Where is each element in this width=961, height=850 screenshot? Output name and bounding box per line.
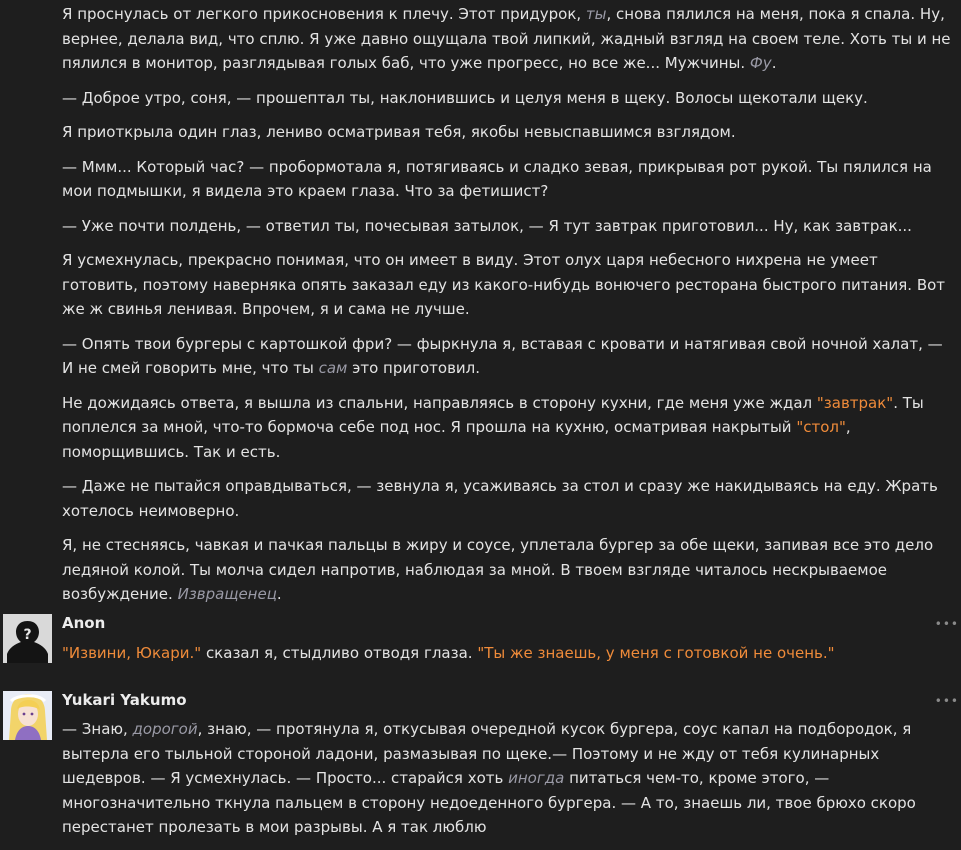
svg-text:?: ? xyxy=(23,627,32,643)
message-paragraph: Я, не стесняясь, чавкая и пачкая пальцы в жиру и соусе, уплетала бургер за обе щеки, запивая все это дело ледяной колой. Ты молча сидел напротив, наблюдая за мной. В твоем взгляде читалось нескрываемое возбуждение. Извращенец. xyxy=(62,536,934,603)
message-paragraph: — Даже не пытайся оправдываться, — зевнула я, усаживаясь за стол и сразу же накидываясь на еду. Жрать хотелось неимоверно. xyxy=(62,477,938,520)
message-body xyxy=(62,2,955,617)
message-paragraph: — Ммм... Который час? — пробормотала я, потягиваясь и сладко зевая, прикрывая рот рукой. Ты пялился на мои подмышки, я видела это краем глаза. Что за фетишист? xyxy=(62,157,932,200)
emphasis-text: сам xyxy=(318,359,348,377)
emphasis-text: ты xyxy=(585,5,607,23)
quoted-text: "стол" xyxy=(796,418,846,436)
message-paragraph: "Извини, Юкари." сказал я, стыдливо отводя глаза. "Ты же знаешь, у меня с готовкой не очень." xyxy=(62,644,835,662)
yukari-portrait-icon[interactable] xyxy=(3,691,52,740)
message-paragraph: Я усмехнулась, прекрасно понимая, что он имеет в виду. Этот олух царя небесного нихрена не умеет готовить, поэтому наверняка опять заказал еду из какого-нибудь вонючего ресторана быстрого питания. Вот же ж свинья ленивая. Впрочем, я и сама не лучше. xyxy=(62,251,946,318)
message-paragraph: — Уже почти полдень, — ответил ты, почесывая затылок, — Я тут завтрак приготовил... Ну, как завтрак... xyxy=(62,216,912,235)
message-body xyxy=(62,641,955,676)
emphasis-text: Извращенец xyxy=(177,585,277,603)
anonymous-silhouette-icon[interactable] xyxy=(3,614,52,663)
avatar-yukari xyxy=(3,691,52,740)
quoted-text: "завтрак" xyxy=(816,393,894,412)
emphasis-text: Фу xyxy=(749,54,772,72)
emphasis-text: дорогой xyxy=(132,720,198,738)
avatar-anon xyxy=(3,614,52,663)
message-author[interactable]: Anon xyxy=(62,614,106,632)
message-paragraph: Я приоткрыла один глаз, лениво осматривая тебя, якобы невыспавшимся взглядом. xyxy=(62,123,736,141)
message-paragraph: Не дожидаясь ответа, я вышла из спальни, направляясь в сторону кухни, где меня уже ждал "завтрак". Ты поплелся за мной, что-то бормоча себе под нос. Я прошла на кухню, осматривая накрытый "стол", поморщившись. Так и есть. xyxy=(62,393,924,461)
quoted-text: "Ты же знаешь, у меня с готовкой не очень." xyxy=(477,644,835,662)
quoted-text: "Извини, Юкари." xyxy=(62,644,202,662)
more-options-icon[interactable]: ••• xyxy=(934,694,959,708)
message-paragraph: — Доброе утро, соня, — прошептал ты, наклонившись и целуя меня в щеку. Волосы щекотали щеку. xyxy=(62,88,868,107)
emphasis-text: иногда xyxy=(508,769,565,787)
message-paragraph: — Знаю, дорогой, знаю, — протянула я, откусывая очередной кусок бургера, соус капал на подбородок, я вытерла его тыльной стороной ладони, размазывая по щеке.— Поэтому и не жду от тебя кулинарных шедевров. — Я усмехнулась. — Просто... старайся хоть иногда питаться чем-то, кроме этого, — многозначительно ткнула пальцем в сторону недоеденного бургера. — А то, знаешь ли, твое брюхо скоро перестанет пролезать в мои разрывы. А я так люблю xyxy=(62,720,916,836)
more-options-icon[interactable]: ••• xyxy=(934,617,959,631)
message-author[interactable]: Yukari Yakumo xyxy=(62,691,187,709)
message-paragraph: Я проснулась от легкого прикосновения к плечу. Этот придурок, ты, снова пялился на меня, пока я спала. Ну, вернее, делала вид, что сплю. Я уже давно ощущала твой липкий, жадный взгляд на своем теле. Хоть ты и не пялился в монитор, разглядывая голых баб, что уже прогресс, но все же... Мужчины. Фу. xyxy=(62,5,951,72)
message-body xyxy=(62,717,955,850)
message-paragraph: — Опять твои бургеры с картошкой фри? — фыркнула я, вставая с кровати и натягивая свой ночной халат, — И не смей говорить мне, что ты сам это приготовил. xyxy=(62,334,943,377)
